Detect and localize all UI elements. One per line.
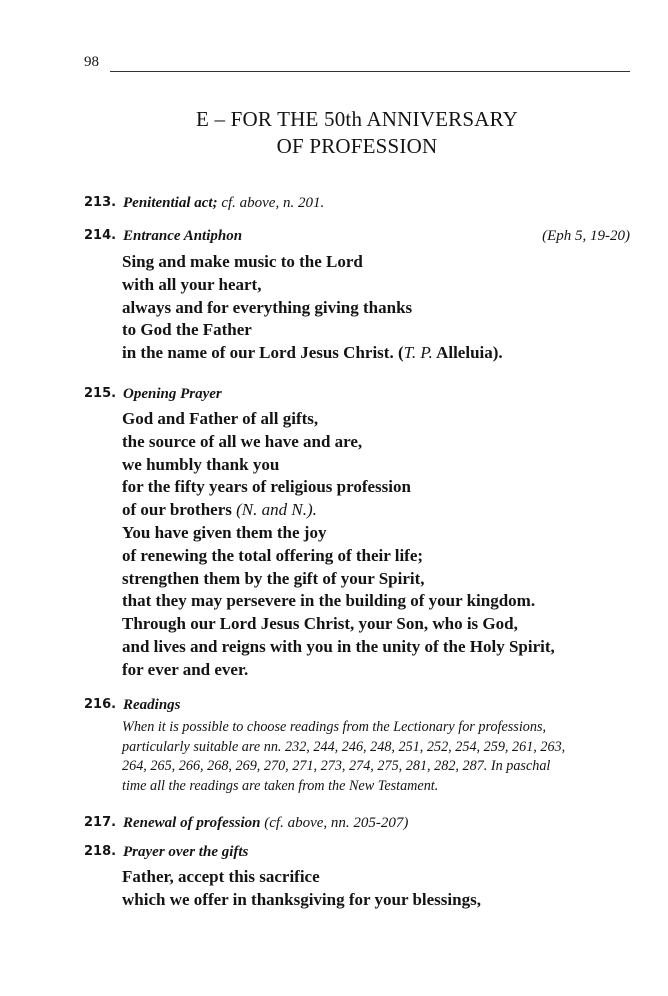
entry-heading <box>123 842 248 862</box>
prayer-over-gifts-text <box>122 866 481 912</box>
text-line: for the fifty years of religious profession <box>122 477 411 497</box>
entrance-antiphon-text <box>122 251 503 365</box>
entry-heading <box>123 813 408 833</box>
text-line: with all your heart, <box>122 274 262 294</box>
entry-number: 218. <box>84 844 117 859</box>
entry-number: 216. <box>84 697 117 712</box>
page-number: 98 <box>84 54 99 70</box>
entry-heading-bold: Entrance Antiphon <box>123 228 243 244</box>
text-line: of renewing the total offering of their life; <box>122 545 424 565</box>
entry-number: 217. <box>84 815 117 830</box>
opening-prayer-text <box>122 408 555 682</box>
text-line: we humbly thank you <box>122 454 280 474</box>
text-line: You have given them the joy <box>122 522 327 542</box>
entry-number: 213. <box>84 195 117 210</box>
text-segment: in the name of our Lord Jesus Christ. ( <box>122 343 404 363</box>
text-segment: Alleluia). <box>432 343 503 363</box>
header-rule <box>110 71 630 72</box>
text-line: to God the Father <box>122 320 252 340</box>
entry-heading-bold: Readings <box>123 697 181 713</box>
text-line: Through our Lord Jesus Christ, your Son, who is God, <box>122 614 518 634</box>
rubric-line: particularly suitable are nn. 232, 244, 246, 248, 251, 252, 254, 259, 261, 263, <box>122 738 566 755</box>
entry-heading-bold: Penitential act; <box>123 195 218 211</box>
entry-heading-bold: Prayer over the gifts <box>123 844 249 860</box>
text-line: Father, accept this sacrifice <box>122 867 320 886</box>
rubric-line: 264, 265, 266, 268, 269, 270, 271, 273, 274, 275, 281, 282, 287. In paschal <box>122 758 551 775</box>
scripture-reference: (Eph 5, 19-20) <box>542 228 630 244</box>
section-title <box>84 106 630 160</box>
entry-number: 215. <box>84 386 117 401</box>
text-line: which we offer in thanksgiving for your blessings, <box>122 889 481 909</box>
text-line: Sing and make music to the Lord <box>122 252 363 271</box>
entry-heading-bold: Renewal of profession <box>123 815 261 831</box>
readings-rubric <box>122 718 632 796</box>
entry-heading-bold: Opening Prayer <box>123 386 222 402</box>
entry-heading <box>123 226 242 246</box>
text-line <box>122 499 555 522</box>
section-title-line-2: OF PROFESSION <box>276 134 438 158</box>
text-line: and lives and reigns with you in the unity of the Holy Spirit, <box>122 636 555 656</box>
text-line: God and Father of all gifts, <box>122 409 319 428</box>
text-segment: of our brothers <box>122 500 237 520</box>
section-title-line-1: E – FOR THE 50th ANNIVERSARY <box>196 107 518 131</box>
entry-number: 214. <box>84 228 117 243</box>
text-line: for ever and ever. <box>122 659 249 679</box>
text-segment-italic: (N. and N.). <box>236 500 317 520</box>
entry-note: (cf. above, nn. 205-207) <box>260 815 409 831</box>
text-line: always and for everything giving thanks <box>122 297 413 317</box>
text-line: that they may persevere in the building of your kingdom. <box>122 591 536 611</box>
text-line: the source of all we have and are, <box>122 431 363 451</box>
rubric-line: time all the readings are taken from the New Testament. <box>122 777 439 794</box>
text-segment-italic: T. P. <box>403 343 433 363</box>
rubric-line: When it is possible to choose readings from the Lectionary for professions, <box>122 719 547 735</box>
text-line <box>122 342 503 365</box>
text-line: strengthen them by the gift of your Spirit, <box>122 568 425 588</box>
entry-heading <box>123 193 324 213</box>
entry-heading <box>123 695 181 715</box>
entry-heading <box>123 384 222 404</box>
entry-note: cf. above, n. 201. <box>217 195 325 211</box>
page-header <box>84 53 630 75</box>
